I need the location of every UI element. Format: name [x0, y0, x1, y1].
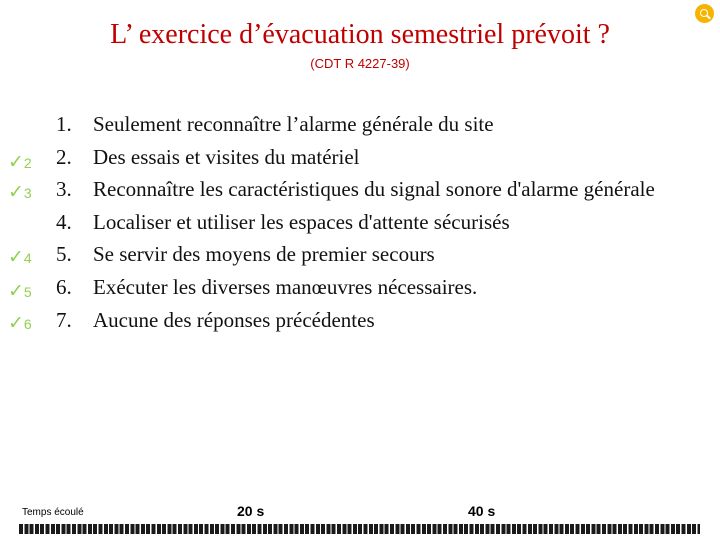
- correct-mark-6: [8, 313, 32, 334]
- correct-mark-number: 3: [23, 185, 32, 201]
- question-reference: (CDT R 4227-39): [310, 56, 410, 71]
- correct-mark-number: 5: [23, 284, 32, 300]
- answer-option-1[interactable]: [52, 108, 673, 141]
- answer-option-6[interactable]: [52, 271, 673, 304]
- timer-mark-40s: 40 s: [468, 503, 496, 519]
- correct-mark-number: 4: [23, 250, 32, 266]
- answer-number: 1.: [56, 112, 72, 136]
- correct-mark-2: [8, 152, 32, 173]
- answer-option-5[interactable]: [52, 238, 673, 271]
- answer-option-4[interactable]: [52, 206, 673, 239]
- answer-number: 6.: [56, 274, 72, 299]
- answer-text: Seulement reconnaître l’alarme générale du site: [93, 112, 494, 136]
- check-icon: ✓: [8, 313, 24, 334]
- check-icon: ✓: [8, 152, 24, 173]
- correct-answer-marks: [0, 0, 50, 540]
- answer-text: Reconnaître les caractéristiques du signal sonore d'alarme générale: [93, 177, 655, 202]
- check-icon: ✓: [8, 247, 24, 268]
- answer-list: [52, 108, 673, 336]
- answer-number: 7.: [56, 307, 72, 332]
- timer-mark-20s: 20 s: [237, 503, 265, 519]
- answer-text: Exécuter les diverses manœuvres nécessaires.: [93, 274, 478, 299]
- question-title: L’ exercice d’évacuation semestriel prévoit ?: [110, 19, 610, 50]
- check-icon: ✓: [8, 182, 24, 203]
- correct-mark-4: [8, 247, 32, 268]
- correct-mark-3: [8, 182, 32, 203]
- answer-option-2[interactable]: [52, 141, 673, 174]
- answer-text: Se servir des moyens de premier secours: [93, 242, 435, 267]
- answer-option-3[interactable]: [52, 173, 673, 206]
- answer-option-7[interactable]: [52, 304, 673, 337]
- timer-label: Temps écoulé: [22, 507, 84, 518]
- answer-text: Localiser et utiliser les espaces d'attente sécurisés: [93, 209, 510, 234]
- answer-number: 5.: [56, 242, 72, 267]
- answer-text: Des essais et visites du matériel: [93, 144, 360, 169]
- timer-progress-bar: [19, 524, 700, 534]
- correct-mark-number: 6: [23, 316, 32, 332]
- answer-number: 3.: [56, 177, 72, 202]
- correct-mark-5: [8, 281, 32, 302]
- answer-number: 2.: [56, 144, 72, 169]
- correct-mark-number: 2: [23, 155, 32, 171]
- answer-text: Aucune des réponses précédentes: [93, 307, 375, 332]
- answer-number: 4.: [56, 209, 72, 234]
- check-icon: ✓: [8, 281, 24, 302]
